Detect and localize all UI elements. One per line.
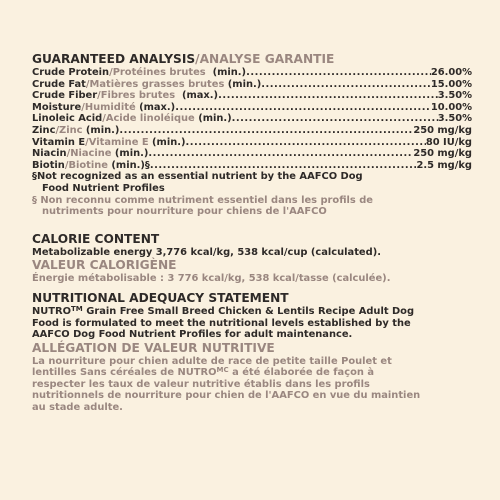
footnote-en-line1: §Not recognized as an essential nutrient by the AAFCO Dog <box>32 171 363 183</box>
nutrient-value: 2.5 mg/kg <box>416 159 472 171</box>
nutrient-fr: Acide linoléique <box>105 113 195 125</box>
nutrition-panel <box>32 52 472 414</box>
nutrient-en: Vitamin E <box>32 136 86 148</box>
adequacy-fr-line2a: lentilles Sans céréales de <box>32 367 178 379</box>
heading-separator: / <box>195 52 200 66</box>
brand-name-fr: NUTRO <box>177 367 217 379</box>
guaranteed-analysis-heading <box>32 52 472 66</box>
nutrient-fr: Niacine <box>70 148 112 160</box>
leader-dots <box>150 160 417 172</box>
adequacy-heading-en: NUTRITIONAL ADEQUACY STATEMENT <box>32 290 289 305</box>
brand-name: NUTRO <box>32 305 72 317</box>
adequacy-text-fr <box>32 356 472 414</box>
nutrient-value: 26.00% <box>430 67 472 78</box>
adequacy-en-line3: AAFCO Dog Food Nutrient Profiles for adult maintenance. <box>32 329 353 341</box>
nutrient-qualifier: (min.) <box>148 136 186 148</box>
nutrient-value: 3.50% <box>437 113 472 125</box>
analysis-row: Biotin/Biotine (min.)§ ..... 2.5 mg/kg <box>32 160 472 172</box>
footnote-fr-line1: § Non reconnu comme nutriment essentiel dans les profils de <box>32 194 373 206</box>
footnote-en-line2: Food Nutrient Profiles <box>42 182 165 194</box>
nutrient-fr: Matières grasses brutes <box>89 78 225 90</box>
nutrient-qualifier: (min.)§ <box>107 159 150 171</box>
calorie-text-en: Metabolizable energy 3,776 kcal/kg, 538 kcal/cup (calculated). <box>32 246 381 258</box>
leader-dots <box>119 125 413 137</box>
nutrient-qualifier: (min.) <box>224 78 262 90</box>
nutrient-en: Niacin <box>32 148 67 160</box>
leader-dots <box>246 67 431 79</box>
heading-fr: ANALYSE GARANTIE <box>199 52 335 66</box>
analysis-row: Crude Protein/Protéines brutes (min.) ..... 26.00% <box>32 67 472 79</box>
nutrient-qualifier: (min.) <box>111 148 149 160</box>
trademark-mark-fr: MC <box>216 366 229 375</box>
nutrient-en: Crude Fiber <box>32 90 98 102</box>
nutrient-fr: Zinc <box>59 124 83 136</box>
adequacy-fr-line2b: a été élaborée de façon à <box>228 367 374 379</box>
analysis-table <box>32 67 472 171</box>
heading-en: GUARANTEED ANALYSIS <box>32 52 196 66</box>
nutrient-qualifier: (max.) <box>135 101 176 113</box>
nutrient-value: 15.00% <box>430 78 472 90</box>
nutrient-value: 250 mg/kg <box>413 124 472 136</box>
analysis-row: Zinc/Zinc (min.) ..... 250 mg/kg <box>32 125 472 137</box>
nutrient-value: 10.00% <box>430 101 472 113</box>
adequacy-fr-line4: nutritionnels de nourriture pour chien de l'AAFCO en vue du maintien <box>32 390 421 402</box>
analysis-row: Crude Fat/Matières grasses brutes (min.) ..... 15.00% <box>32 79 472 91</box>
adequacy-fr-line3: respecter les taux de valeur nutritive établis dans les profils <box>32 378 370 390</box>
leader-dots <box>232 113 438 125</box>
nutrient-fr: Fibres brutes <box>100 90 176 102</box>
adequacy-en-line1: Grain Free Small Breed Chicken & Lentils Recipe Adult Dog <box>82 305 415 317</box>
nutrient-en: Zinc <box>32 124 56 136</box>
nutrient-en: Moisture <box>32 101 82 113</box>
nutrient-value: 80 IU/kg <box>425 136 472 148</box>
leader-dots <box>175 102 431 114</box>
adequacy-fr-line5: au stade adulte. <box>32 402 123 414</box>
analysis-row: Linoleic Acid/Acide linoléique (min.) ..... 3.50% <box>32 113 472 125</box>
footnote-fr <box>32 195 472 218</box>
adequacy-en-line2: Food is formulated to meet the nutritional levels established by the <box>32 317 411 329</box>
nutrient-qualifier: (min.) <box>82 124 120 136</box>
calorie-text-fr: Énergie métabolisable : 3 776 kcal/kg, 538 kcal/tasse (calculée). <box>32 273 391 285</box>
adequacy-fr-line1: La nourriture pour chien adulte de race de petite taille Poulet et <box>32 355 392 367</box>
nutrient-fr: Biotine <box>68 159 108 171</box>
analysis-row: Niacin/Niacine (min.) ..... 250 mg/kg <box>32 148 472 160</box>
nutrient-qualifier: (min.) <box>205 67 247 78</box>
analysis-row: Crude Fiber/Fibres brutes (max.) ..... 3.50% <box>32 90 472 102</box>
analysis-row: Vitamin E/Vitamine E (min.) ..... 80 IU/kg <box>32 137 472 149</box>
nutrient-qualifier: (max.) <box>175 90 219 102</box>
nutrient-qualifier: (min.) <box>194 113 232 125</box>
nutrient-fr: Vitamine E <box>88 136 149 148</box>
calorie-heading-en: CALORIE CONTENT <box>32 231 160 246</box>
adequacy-heading-fr: ALLÉGATION DE VALEUR NUTRITIVE <box>32 340 275 355</box>
footnote-fr-line2: nutriments pour nourriture pour chiens de l'AAFCO <box>42 206 327 218</box>
nutrient-value: 250 mg/kg <box>413 148 472 160</box>
leader-dots <box>218 90 438 102</box>
nutrient-en: Biotin <box>32 159 65 171</box>
nutrient-value: 3.50% <box>437 90 472 102</box>
leader-dots <box>186 137 426 149</box>
nutrient-en: Linoleic Acid <box>32 113 103 125</box>
adequacy-text-en <box>32 306 472 341</box>
nutrient-fr: Protéines brutes <box>112 67 206 78</box>
trademark-mark: TM <box>71 304 83 313</box>
nutrient-en: Crude Protein <box>32 67 110 78</box>
footnote-en <box>32 171 472 194</box>
nutrient-fr: Humidité <box>84 101 136 113</box>
leader-dots <box>261 79 431 91</box>
calorie-heading-fr: VALEUR CALORIGÈNE <box>32 258 177 273</box>
leader-dots <box>148 148 413 160</box>
nutrient-en: Crude Fat <box>32 78 86 90</box>
analysis-row: Moisture/Humidité (max.) ..... 10.00% <box>32 102 472 114</box>
